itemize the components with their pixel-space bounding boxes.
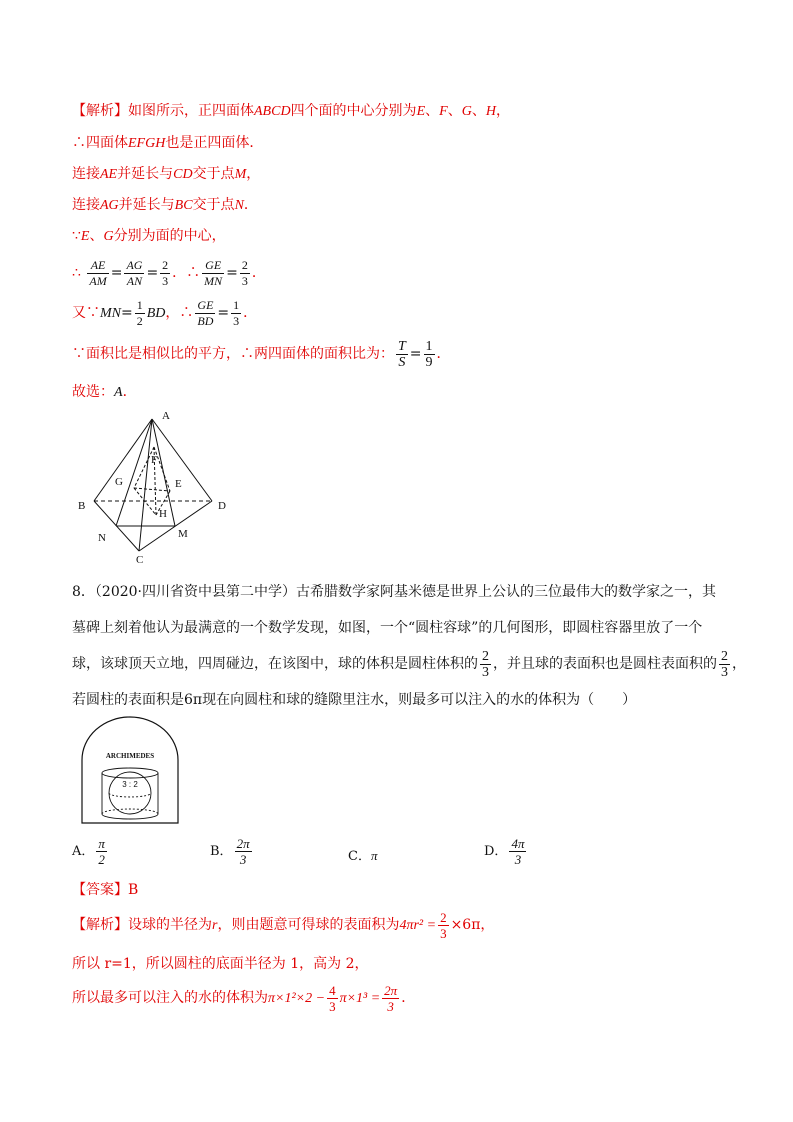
fraction: $\frac{1}{2}$ [136, 297, 143, 328]
answer-value: B [128, 882, 139, 898]
label-e: E [175, 478, 182, 490]
label-d: D [218, 500, 226, 512]
fraction: $\frac{2}{3}$ [721, 648, 728, 680]
analysis1-line9: 故选：A． [72, 384, 137, 400]
fraction: $\frac{1}{9}$ [425, 338, 433, 370]
fraction: $\frac{4}{3}$ [329, 982, 336, 1014]
analysis1-line1: 【解析】如图所示，正四面体ABCD四个面的中心分别为E、F、G、H， [72, 103, 510, 119]
fraction: $\frac{\pi}{2}$ [98, 836, 105, 867]
archimedes-tombstone-figure [80, 715, 180, 825]
analysis1-line5: ∵E、G分别为面的中心， [72, 228, 226, 244]
fraction: $\frac{2}{3}$ [162, 257, 169, 288]
answer-tag: 【答案】 [72, 882, 128, 898]
fraction: $\frac{2}{3}$ [482, 648, 489, 680]
option-b[interactable]: B． $\frac{2\pi}{3}$ [210, 836, 250, 867]
question-8: 8．（2020·四川省资中县第二中学）古希腊数学家阿基米德是世界上公认的三位最伟大的数学家之一，其 墓碑上刻着他认为最满意的一个数学发现，如图，一个“圆柱容球”的几何图形，即圆柱容器里放了一个 球，该球顶天立地，四周碰边，在该图中，球的体积是圆柱体积的 $\frac{2}{3}$ ，并且球的表面积也是圆柱表面积的 $\frac{2}{3}$ ， 若圆柱的表面积是6π现在向圆柱和球的缝隙里注水，则最多可以注入的水的体积为（ ） [72, 584, 746, 708]
tombstone-title: ARCHIMEDES [105, 752, 155, 760]
analysis1-line6: ∴ $\frac{AE}{AM}$ = $\frac{AG}{AN}$ = $\frac{2}{3}$ ．∴ $\frac{GE}{MN}$ = $\frac{2}{3}$ ． [72, 257, 266, 288]
label-g: G [115, 476, 123, 488]
tetrahedron-figure [72, 405, 242, 570]
analysis1-line8: ∵面积比是相似比的平方，∴两四面体的面积比为： $\frac{T}{S}$ = $\frac{1}{9}$ ． [72, 338, 451, 370]
fraction: $\frac{AE}{AM}$ [89, 257, 107, 288]
fraction: $\frac{T}{S}$ [398, 338, 406, 370]
fraction: $\frac{2\pi}{3}$ [236, 836, 250, 867]
fraction: $\frac{2}{3}$ [241, 257, 248, 288]
analysis-tag: 【解析】 [72, 103, 128, 119]
ratio-label: 3 : 2 [122, 780, 138, 789]
label-b: B [78, 500, 86, 512]
analysis1-line2: ∴四面体EFGH也是正四面体． [72, 135, 264, 151]
label-n: N [98, 532, 106, 544]
analysis2-line1: 【解析】设球的半径为r，则由题意可得球的表面积为4πr² = $\frac{2}{3}$ ×6π， [72, 909, 495, 941]
label-a: A [162, 410, 170, 422]
label-c: C [136, 554, 144, 566]
fraction: $\frac{GE}{MN}$ [204, 257, 223, 288]
answer-line [72, 880, 138, 900]
label-h: H [159, 508, 167, 520]
fraction: $\frac{1}{3}$ [233, 297, 240, 328]
tombstone-outline [82, 717, 178, 823]
analysis2-line2: 所以 r=1，所以圆柱的底面半径为 1，高为 2， [72, 956, 369, 972]
analysis2-line3: 所以最多可以注入的水的体积为π×1²×2 − $\frac{4}{3}$ π×1³ = $\frac{2\pi}{3}$ ． [72, 982, 416, 1014]
edge-ge [134, 488, 170, 491]
option-d[interactable]: D． $\frac{4\pi}{3}$ [484, 836, 525, 867]
edge-ab [94, 419, 152, 501]
label-f: F [151, 454, 158, 466]
option-c[interactable]: C．π [348, 848, 378, 864]
fraction: $\frac{2}{3}$ [440, 909, 447, 941]
fraction: $\frac{AG}{AN}$ [126, 257, 143, 288]
option-a[interactable]: A． $\frac{\pi}{2}$ [72, 836, 105, 867]
fraction: $\frac{4\pi}{3}$ [511, 836, 525, 867]
fraction: $\frac{2\pi}{3}$ [384, 982, 398, 1014]
label-m: M [178, 528, 188, 540]
analysis1-line7: 又∵MN= $\frac{1}{2}$ BD，∴ $\frac{GE}{BD}$ = $\frac{1}{3}$ ． [72, 297, 258, 328]
analysis1-line3: 连接AE并延长与CD交于点M， [72, 166, 261, 182]
analysis1-line4: 连接AG并延长与BC交于点N． [72, 197, 258, 213]
fraction: $\frac{GE}{BD}$ [197, 297, 214, 328]
